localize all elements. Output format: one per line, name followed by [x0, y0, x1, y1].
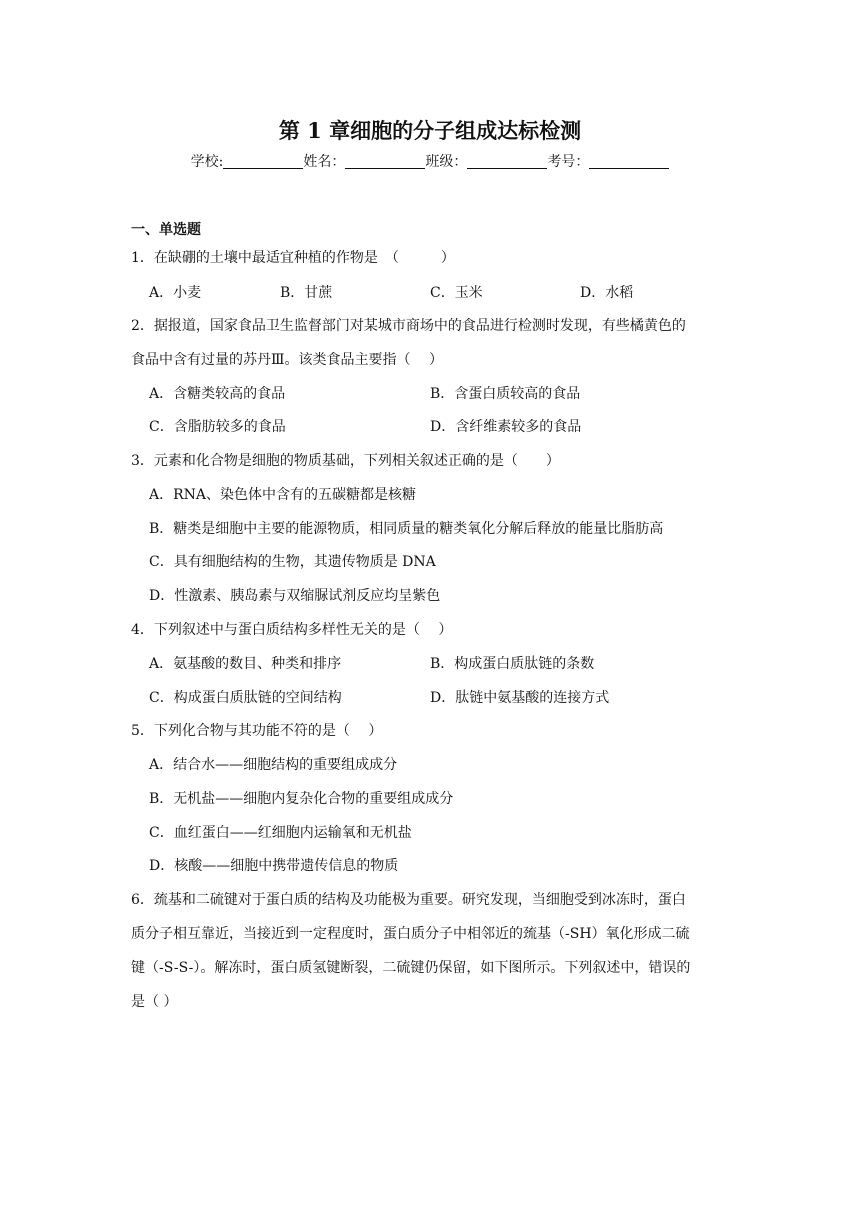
student-info-line: [0, 151, 860, 171]
question-3-option-b: B．糖类是细胞中主要的能源物质，相同质量的糖类氧化分解后释放的能量比脂肪高: [149, 521, 664, 537]
question-5-option-c: C．血红蛋白——红细胞内运输氧和无机盐: [149, 825, 412, 841]
question-1-stem: 1．在缺硼的土壤中最适宜种植的作物是 （ ）: [131, 250, 455, 266]
school-label: 学校:: [190, 154, 224, 170]
question-6-stem-line-2: 质分子相互靠近，当接近到一定程度时，蛋白质分子中相邻近的巯基（-SH）氧化形成二硫: [131, 926, 690, 942]
question-3-stem: 3．元素和化合物是细胞的物质基础，下列相关叙述正确的是（ ）: [131, 453, 560, 469]
question-1-option-b: B．甘蔗: [280, 285, 333, 301]
question-5-option-a: A．结合水——细胞结构的重要组成成分: [149, 757, 398, 773]
name-label: 姓名：: [303, 154, 346, 170]
question-2-stem-line-2: 食品中含有过量的苏丹Ⅲ。该类食品主要指（ ）: [131, 352, 443, 368]
question-6-stem-line-4: 是（ ）: [131, 994, 178, 1010]
question-2-option-a: A．含糖类较高的食品: [149, 386, 286, 402]
class-blank[interactable]: [467, 154, 547, 169]
exam-no-label: 考号：: [547, 154, 590, 170]
name-blank[interactable]: [345, 154, 425, 169]
question-5-stem: 5．下列化合物与其功能不符的是（ ）: [131, 723, 383, 739]
exam-no-blank[interactable]: [589, 154, 669, 169]
question-2-option-c: C．含脂肪较多的食品: [149, 419, 286, 435]
question-4-option-b: B．构成蛋白质肽链的条数: [430, 656, 595, 672]
question-1-option-c: C．玉米: [430, 285, 483, 301]
question-4-option-c: C．构成蛋白质肽链的空间结构: [149, 690, 342, 706]
question-2-option-d: D．含纤维素较多的食品: [430, 419, 582, 435]
question-5-option-b: B．无机盐——细胞内复杂化合物的重要组成成分: [149, 791, 454, 807]
question-3-option-c: C．具有细胞结构的生物，其遗传物质是 DNA: [149, 554, 436, 570]
school-blank[interactable]: [223, 154, 303, 169]
question-2-stem-line-1: 2．据报道，国家食品卫生监督部门对某城市商场中的食品进行检测时发现，有些橘黄色的: [131, 318, 686, 334]
question-4-option-d: D．肽链中氨基酸的连接方式: [430, 690, 610, 706]
page-title: 第 1 章细胞的分子组成达标检测: [278, 118, 582, 143]
section-title: 一、单选题: [131, 222, 201, 238]
question-4-option-a: A．氨基酸的数目、种类和排序: [149, 656, 342, 672]
question-3-option-d: D．性激素、胰岛素与双缩脲试剂反应均呈紫色: [149, 588, 441, 604]
question-6-stem-line-3: 键（-S-S-）。解冻时，蛋白质氢键断裂，二硫键仍保留，如下图所示。下列叙述中，错误的: [131, 960, 691, 976]
question-1-option-a: A．小麦: [149, 285, 202, 301]
class-label: 班级：: [425, 154, 468, 170]
question-5-option-d: D．核酸——细胞中携带遗传信息的物质: [149, 858, 399, 874]
question-1-option-d: D．水稻: [580, 285, 634, 301]
question-3-option-a: A．RNA、染色体中含有的五碳糖都是核糖: [149, 487, 417, 503]
question-2-option-b: B．含蛋白质较高的食品: [430, 386, 581, 402]
question-6-stem-line-1: 6．巯基和二硫键对于蛋白质的结构及功能极为重要。研究发现，当细胞受到冰冻时，蛋白: [131, 892, 686, 908]
question-4-stem: 4．下列叙述中与蛋白质结构多样性无关的是（ ）: [131, 622, 453, 638]
